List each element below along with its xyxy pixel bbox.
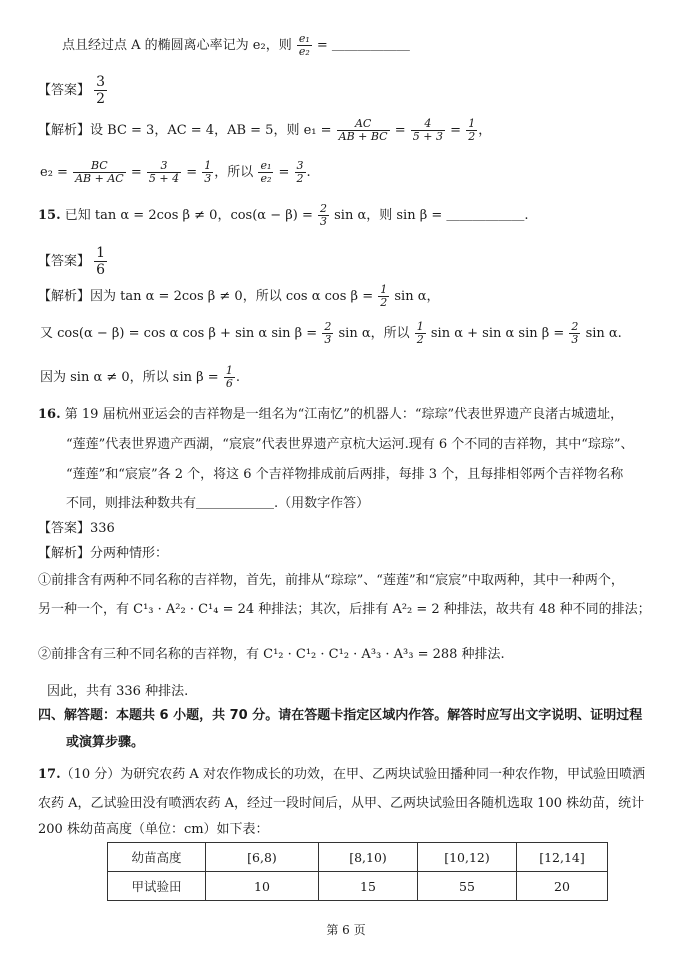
table-row: [108, 872, 608, 901]
fraction: $\frac{\text{e₁}}{\text{e₂}}$: [260, 159, 272, 185]
answer-label: 【答案】: [38, 254, 91, 269]
fraction: $\frac{1}{6}$: [225, 364, 233, 390]
fraction: $\frac{2}{3}$: [324, 320, 332, 346]
answer-blank: = ＿＿＿＿＿＿: [316, 38, 410, 53]
question-text: sin α，则 sin β = ＿＿＿＿＿＿.: [334, 208, 529, 223]
answer-label: 【答案】: [38, 83, 91, 98]
answer-value: 336: [90, 521, 115, 536]
seedling-height-table: [107, 842, 608, 901]
answer-label: 【答案】: [38, 521, 91, 536]
question-17-line-1: [38, 766, 645, 784]
question-16-line-4: 不同，则排法种数共有＿＿＿＿＿＿.（用数字作答）: [66, 496, 370, 511]
table-cell: 15: [319, 872, 418, 901]
table-cell: [8,10): [319, 843, 418, 872]
fraction: $\frac{3}{2}$: [296, 159, 304, 185]
solution-16-intro: 【解析】分两种情形：: [38, 546, 169, 561]
question-number: 15.: [38, 208, 61, 223]
question-16-line-3: “莲莲”和“宸宸”各 2 个，将这 6 个吉祥物排成前后两排，每排 3 个，且每排相邻两个吉祥物名称: [66, 467, 624, 482]
section-heading-cont: 或演算步骤。: [66, 735, 145, 750]
answer-16: [38, 520, 115, 538]
q14-tail-line: [62, 33, 410, 58]
page-number: 第 6 页: [326, 923, 366, 937]
question-17-line-2: 农药 A，乙试验田没有喷洒农药 A，经过一段时间后，从甲、乙两块试验田各随机选取 100 株幼苗，统计: [38, 796, 645, 811]
table-cell: 幼苗高度: [108, 843, 206, 872]
solution-label: 【解析】: [38, 546, 91, 561]
table-header-row: [108, 843, 608, 872]
solution-15-line-3: 因为 sin α ≠ 0，所以 sin β = $\frac{1}{6}$ .: [40, 364, 240, 390]
solution-15-line-1: 【解析】因为 tan α = 2cos β ≠ 0，所以 cos α cos β = $\frac{1}{2}$ sin α，: [38, 283, 440, 309]
fraction: $\frac{2}{3}$: [319, 202, 327, 228]
table-cell: 10: [206, 872, 319, 901]
solution-14-line-2: e₂ = $\frac{BC}{AB + AC}$ = $\frac{3}{5 + 4}$ = $\frac{1}{3}$ ，所以 $\frac{\text{e₁}}{\text{e₂}}$ = $\frac{3}{2}$ .: [40, 159, 311, 185]
question-number: 16.: [38, 407, 61, 422]
question-17-line-3: 200 株幼苗高度（单位：cm）如下表：: [38, 822, 269, 837]
fraction: $\frac{\text{e₁}}{\text{e₂}}$: [298, 32, 310, 58]
solution-16-conclusion: 因此，共有 336 种排法.: [47, 684, 189, 699]
fraction: $\frac{3}{5 + 4}$: [148, 159, 180, 185]
solution-text: 设 BC = 3，AC = 4，AB = 5，则 e₁ =: [90, 123, 332, 138]
solution-16-case1-line2: 另一种一个，有 C¹₃ · A²₂ · C¹₄ = 24 种排法；其次，后排有 A²₂ = 2 种排法，故共有 48 种不同的排法；: [38, 602, 651, 617]
solution-15-line-2: 又 cos(α − β) = cos α cos β + sin α sin β = $\frac{2}{3}$ sin α，所以 $\frac{1}{2}$ sin α + sin α sin β = $\frac{2}{3}$ sin α.: [40, 320, 622, 346]
solution-label: 【解析】: [38, 123, 91, 138]
table-cell: 55: [418, 872, 517, 901]
table-cell: [10,12): [418, 843, 517, 872]
fraction: $\frac{2}{3}$: [571, 320, 579, 346]
fraction: $\frac{1}{3}$: [204, 159, 212, 185]
fraction: $\frac{AC}{AB + BC}$: [338, 117, 388, 143]
question-16-line-2: “莲莲”代表世界遗产西湖，“宸宸”代表世界遗产京杭大运河.现有 6 个不同的吉祥物，其中“琮琮”、: [66, 437, 634, 452]
question-text: 已知 tan α = 2cos β ≠ 0，cos(α − β) =: [64, 208, 313, 223]
table-cell: [12,14]: [517, 843, 608, 872]
solution-label: 【解析】: [38, 289, 91, 304]
question-number: 17.: [38, 767, 61, 782]
solution-16-case1-line1: ①前排含有两种不同名称的吉祥物，首先，前排从“琮琮”、“莲莲”和“宸宸”中取两种，其中一种两个，: [38, 573, 624, 588]
table-cell: 20: [517, 872, 608, 901]
q14-tail-text: 点且经过点 A 的椭圆离心率记为 e₂，则: [62, 38, 292, 53]
answer-15: [38, 245, 107, 278]
fraction: $\frac{1}{2}$: [416, 320, 424, 346]
fraction: $\frac{BC}{AB + AC}$: [75, 159, 124, 185]
table-cell: [6,8): [206, 843, 319, 872]
solution-16-case2: ②前排含有三种不同名称的吉祥物，有 C¹₂ · C¹₂ · C¹₂ · A³₃ · A³₃ = 288 种排法.: [38, 647, 505, 662]
question-16-line-1: [38, 406, 623, 424]
question-text: 第 19 届杭州亚运会的吉祥物是一组名为“江南忆”的机器人：“琮琮”代表世界遗产良渚古城遗址，: [64, 407, 624, 422]
solution-14-line-1: 【解析】设 BC = 3，AC = 4，AB = 5，则 e₁ = $\frac{AC}{AB + BC}$ = $\frac{4}{5 + 3}$ = $\frac{1}{2}$ ，: [38, 117, 492, 143]
answer-fraction: $\frac{3}{2}$: [96, 74, 106, 107]
fraction: $\frac{1}{2}$: [468, 117, 476, 143]
answer-14: [38, 74, 107, 107]
answer-fraction: $\frac{1}{6}$: [96, 245, 106, 278]
section-heading: 四、解答题：本题共 6 小题，共 70 分。请在答题卡指定区域内作答。解答时应写出文字说明、证明过程: [38, 708, 643, 723]
fraction: $\frac{4}{5 + 3}$: [412, 117, 444, 143]
table-cell: 甲试验田: [108, 872, 206, 901]
question-text: （10 分）为研究农药 A 对农作物成长的功效，在甲、乙两块试验田播种同一种农作物，甲试验田喷洒: [60, 767, 645, 782]
question-15: [38, 203, 529, 228]
fraction: $\frac{1}{2}$: [380, 283, 388, 309]
